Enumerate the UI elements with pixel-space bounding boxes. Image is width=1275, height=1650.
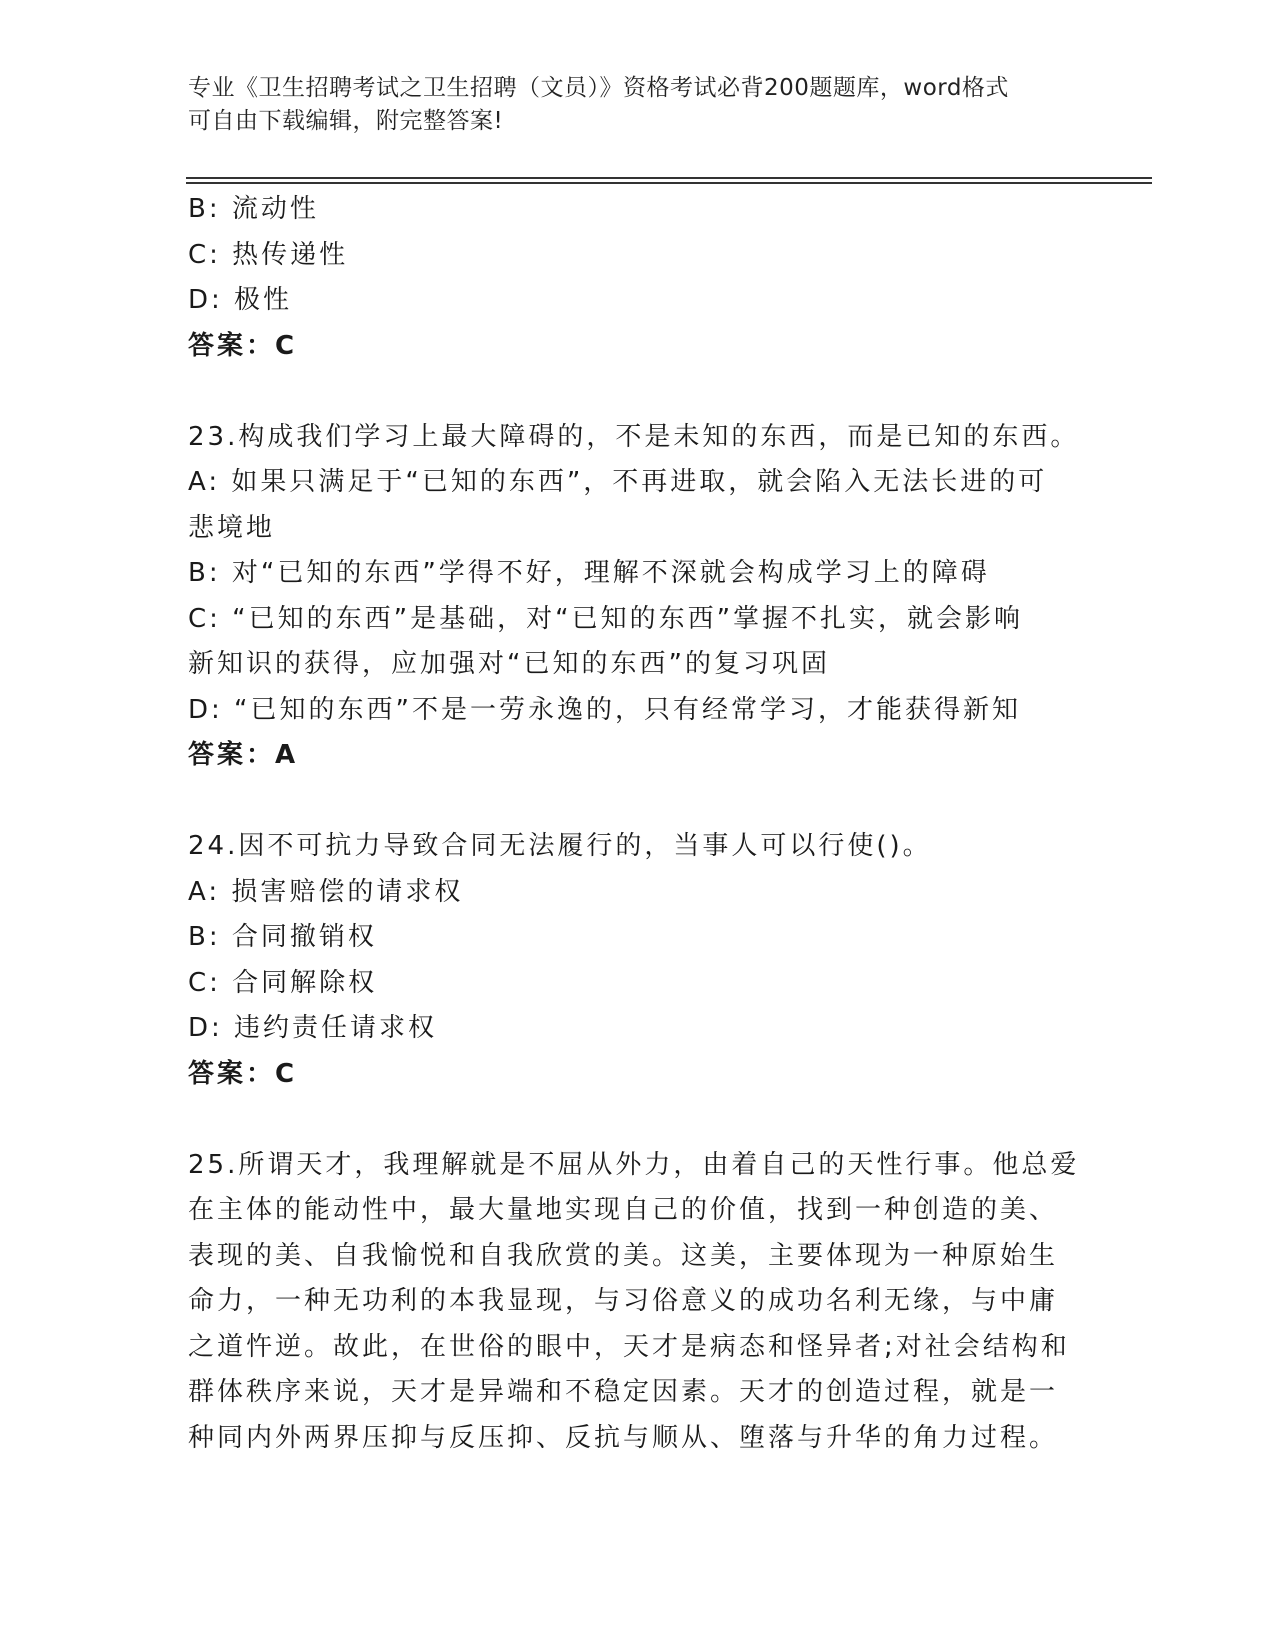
question-stem-line-3: 表现的美、自我愉悦和自我欣赏的美。这美，主要体现为一种原始生 [188, 1240, 1059, 1271]
option-b: B: 流动性 [188, 194, 319, 224]
question-content [188, 187, 1088, 1461]
option-a-continued: 悲境地 [188, 512, 276, 543]
question-25 [188, 1143, 1088, 1462]
question-stem-line-1: 25.所谓天才，我理解就是不屈从外力，由着自己的天性行事。他总爱 [188, 1149, 1080, 1180]
header-divider-bottom [186, 182, 1152, 184]
question-stem-line-5: 之道忤逆。故此，在世俗的眼中，天才是病态和怪异者;对社会结构和 [188, 1331, 1070, 1362]
header-divider-top [186, 177, 1152, 179]
header-title-line-2: 可自由下载编辑，附完整答案! [188, 108, 504, 134]
spacer [188, 1097, 1088, 1143]
question-stem-line-2: 在主体的能动性中，最大量地实现自己的价值，找到一种创造的美、 [188, 1195, 1059, 1225]
option-c-continued: 新知识的获得，应加强对“已知的东西”的复习巩固 [188, 649, 830, 679]
answer-line: 答案：C [188, 1058, 298, 1089]
option-b: B: 合同撤销权 [188, 922, 377, 952]
option-c: C: 热传递性 [188, 239, 349, 270]
option-d: D: 极性 [188, 285, 293, 315]
question-stem: 24.因不可抗力导致合同无法履行的，当事人可以行使()。 [188, 831, 932, 861]
answer-line: 答案：C [188, 330, 298, 361]
option-d: D: “已知的东西”不是一劳永逸的，只有经常学习，才能获得新知 [188, 694, 1021, 725]
question-stem-line-4: 命力，一种无功利的本我显现，与习俗意义的成功名利无缘，与中庸 [188, 1286, 1059, 1316]
spacer [188, 369, 1088, 415]
answer-line: 答案：A [188, 740, 299, 770]
question-24 [188, 824, 1088, 1097]
question-22-tail [188, 187, 1088, 369]
question-23 [188, 415, 1088, 779]
option-a: A: 损害赔偿的请求权 [188, 876, 464, 907]
spacer [188, 779, 1088, 825]
option-b: B: 对“已知的东西”学得不好，理解不深就会构成学习上的障碍 [188, 558, 990, 588]
question-stem-line-7: 种同内外两界压抑与反压抑、反抗与顺从、堕落与升华的角力过程。 [188, 1422, 1059, 1453]
header-title-line-1: 专业《卫生招聘考试之卫生招聘（文员）》资格考试必背200题题库，word格式 [188, 75, 1009, 101]
option-d: D: 违约责任请求权 [188, 1013, 438, 1043]
option-a: A: 如果只满足于“已知的东西”，不再进取，就会陷入无法长进的可 [188, 467, 1048, 497]
option-c: C: 合同解除权 [188, 967, 378, 998]
question-stem-line-6: 群体秩序来说，天才是异端和不稳定因素。天才的创造过程，就是一 [188, 1377, 1059, 1407]
option-c: C: “已知的东西”是基础，对“已知的东西”掌握不扎实，就会影响 [188, 603, 1024, 634]
question-stem: 23.构成我们学习上最大障碍的，不是未知的东西，而是已知的东西。 [188, 421, 1080, 452]
page-header [188, 72, 1068, 138]
